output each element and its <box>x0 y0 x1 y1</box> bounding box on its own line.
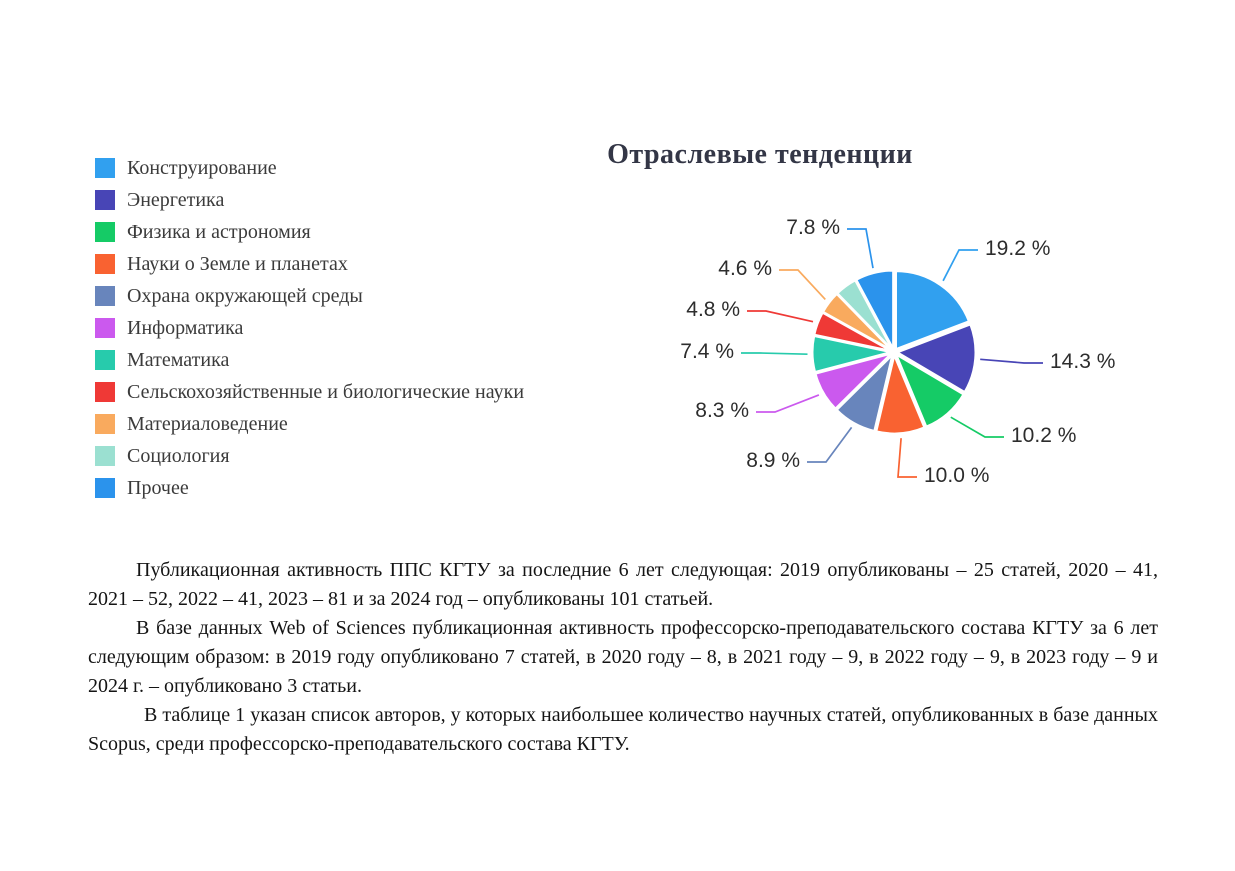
chart-title: Отраслевые тенденции <box>607 139 913 170</box>
legend-label: Конструирование <box>127 156 277 179</box>
percent-label: 7.4 % <box>680 340 734 363</box>
leader-line <box>779 270 825 299</box>
leader-line <box>756 395 819 412</box>
leader-line <box>898 438 917 477</box>
percent-label: 7.8 % <box>786 216 840 239</box>
legend-label: Информатика <box>127 316 244 339</box>
leader-line <box>943 250 978 281</box>
leader-line <box>807 427 852 462</box>
paragraph-table1-authors: В таблице 1 указан список авторов, у которых наибольшее количество научных статей, опубликованных в базе данных Scopus, среди профессорско-преподавательского состава КГТУ. <box>88 704 1158 755</box>
percent-label: 10.2 % <box>1011 424 1077 447</box>
percent-label: 19.2 % <box>985 237 1051 260</box>
legend-label: Энергетика <box>127 188 225 211</box>
legend-label: Сельскохозяйственные и биологические науки <box>127 380 525 403</box>
percent-label: 8.9 % <box>746 449 800 472</box>
percent-label: 10.0 % <box>924 464 990 487</box>
percent-label: 8.3 % <box>695 399 749 422</box>
leader-line <box>847 229 873 268</box>
percent-label: 14.3 % <box>1050 350 1116 373</box>
leader-line <box>951 417 1004 437</box>
leader-line <box>980 359 1043 363</box>
legend-label: Науки о Земле и планетах <box>127 252 348 275</box>
percent-label: 4.8 % <box>686 298 740 321</box>
paragraph-publication-activity-wos: В базе данных Web of Sciences публикационная активность профессорско-преподавательского состава КГТУ за 6 лет следующим образом: в 2019 году опубликовано 7 статей, в 2020 году – 8, в 2021 году – 9, в 2022 году – 9, в 2023 году – 9 и 2024 г. – опубликовано 3 статьи. <box>88 617 1158 697</box>
percent-label: 4.6 % <box>718 257 772 280</box>
legend-label: Математика <box>127 348 230 371</box>
legend-label: Материаловедение <box>127 412 288 435</box>
paragraph-publication-activity-scopus: Публикационная активность ППС КГТУ за последние 6 лет следующая: 2019 опубликованы – 25 статей, 2020 – 41, 2021 – 52, 2022 – 41, 2023 – 81 и за 2024 год – опубликованы 101 статьей. <box>88 559 1158 610</box>
body-text <box>88 556 1158 759</box>
legend-label: Охрана окружающей среды <box>127 284 363 307</box>
leader-line <box>741 353 808 354</box>
leader-line <box>747 311 813 322</box>
legend-label: Физика и астрономия <box>127 220 311 243</box>
legend-label: Прочее <box>127 476 189 499</box>
legend-label: Социология <box>127 444 230 467</box>
